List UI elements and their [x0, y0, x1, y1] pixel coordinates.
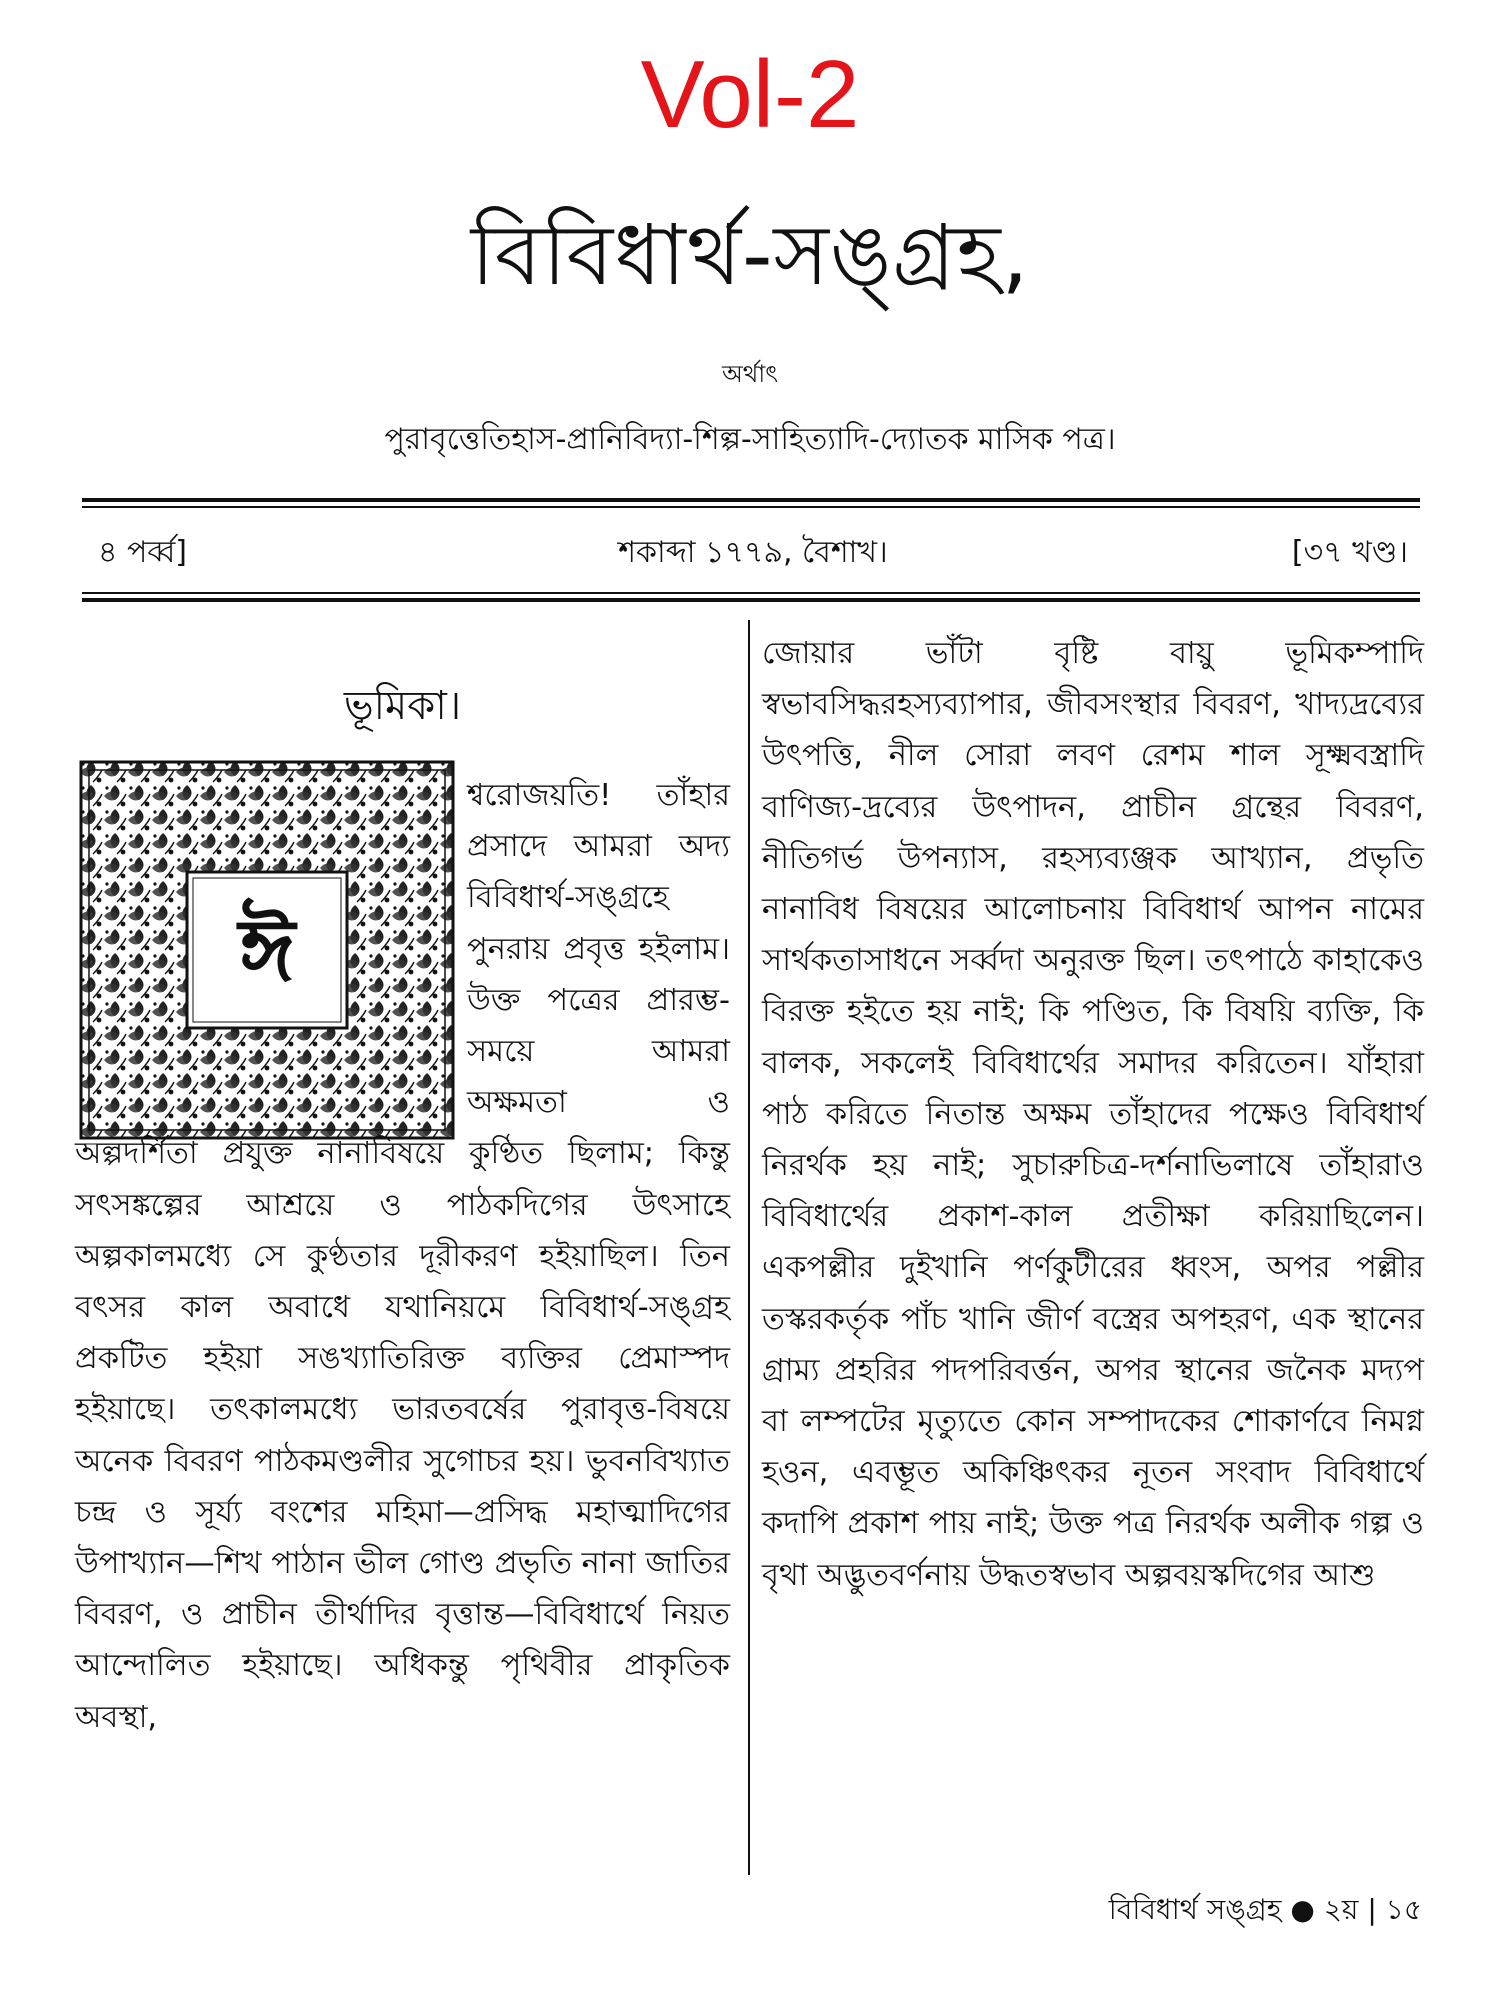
masthead-parva: ৪ পর্ব্ব]	[98, 535, 188, 570]
masthead-bottom-rule	[82, 598, 1420, 602]
masthead	[98, 528, 1408, 578]
column-divider	[748, 620, 750, 1875]
journal-subtitle: পুরাবৃত্তেতিহাস-প্রানিবিদ্যা-শিল্প-সাহিত্যাদি-দ্যোতক মাসিক পত্র।	[384, 422, 1116, 457]
left-column-body: শ্বরোজয়তি! তাঁহার প্রসাদে আমরা অদ্য বিবিধার্থ-সঙ্গ্রহে পুনরায় প্রবৃত্ত হইলাম। উক্ত পত্রের প্রারম্ভ-সময়ে আমরা অক্ষমতা ও অল্পদর্শিতা প্রযুক্ত নানাবিষয়ে কুণ্ঠিত ছিলাম; কিন্তু সৎসঙ্কল্পের আশ্রয়ে ও পাঠকদিগের উৎসাহে অল্পকালমধ্যে সে কুণ্ঠতার দূরীকরণ হইয়াছিল। তিন বৎসর কাল অবাধে যথানিয়মে বিবিধার্থ-সঙ্গ্রহ প্রকটিত হইয়া সঙখ্যাতিরিক্ত ব্যক্তির প্রেমাস্পদ হইয়াছে। তৎকালমধ্যে ভারতবর্ষের পুরাবৃত্ত-বিষয়ে অনেক বিবরণ পাঠকমণ্ডলীর সুগোচর হয়। ভুবনবিখ্যাত চন্দ্র ও সূর্য্য বংশের মহিমা—প্রসিদ্ধ মহাত্মাদিগের উপাখ্যান—শিখ পাঠান ভীল গোণ্ড প্রভৃতি নানা জাতির বিবরণ, ও প্রাচীন তীর্থাদির বৃত্তান্ত—বিবিধার্থে নিয়ত আন্দোলিত হইয়াছে। অধিকন্তু পৃথিবীর প্রাকৃতিক অবস্থা,	[75, 778, 730, 1735]
article-heading: ভূমিকা।	[343, 683, 462, 729]
subtitle-connector: অর্থাৎ	[721, 360, 779, 388]
masthead-top-rule-thin	[82, 506, 1420, 508]
masthead-bottom-rule-thin	[82, 592, 1420, 594]
right-column-text: জোয়ার ভাঁটা বৃষ্টি বায়ু ভূমিকম্পাদি স্বভাবসিদ্ধরহস্যব্যাপার, জীবসংস্থার বিবরণ, খাদ্যদ্রব্যের উৎপত্তি, নীল সোরা লবণ রেশম শাল সূক্ষ্মবস্ত্রাদি বাণিজ্য-দ্রব্যের উৎপাদন, প্রাচীন গ্রন্থের বিবরণ, নীতিগর্ভ উপন্যাস, রহস্যব্যঞ্জক আখ্যান, প্রভৃতি নানাবিধ বিষয়ের আলোচনায় বিবিধার্থ আপন নামের সার্থকতাসাধনে সর্ব্বদা অনুরক্ত ছিল। তৎপাঠে কাহাকেও বিরক্ত হইতে হয় নাই; কি পণ্ডিত, কি বিষয়ি ব্যক্তি, কি বালক, সকলেই বিবিধার্থের সমাদর করিতেন। যাঁহারা পাঠ করিতে নিতান্ত অক্ষম তাঁহাদের পক্ষেও বিবিধার্থ নিরর্থক হয় নাই; সুচারুচিত্র-দর্শনাভিলাষে তাঁহারাও বিবিধার্থের প্রকাশ-কাল প্রতীক্ষা করিয়াছিলেন। একপল্লীর দুইখানি পর্ণকুটীরের ধ্বংস, অপর পল্লীর তস্করকর্তৃক পাঁচ খানি জীর্ণ বস্ত্রের অপহরণ, এক স্থানের গ্রাম্য প্রহরির পদপরিবর্ত্তন, অপর স্থানের জনৈক মদ্যপ বা লম্পটের মৃত্যুতে কোন সম্পাদকের শোকার্ণবে নিমগ্ন হওন, এবম্ভূত অকিঞ্চিৎকর নূতন সংবাদ বিবিধার্থে কদাপি প্রকাশ পায় নাই; উক্ত পত্র নিরর্থক অলীক গল্প ও বৃথা অদ্ভুতবর্ণনায় উদ্ধতস্বভাব অল্পবয়স্কদিগের আশু	[762, 636, 1424, 1593]
masthead-date: শকাব্দা ১৭৭৯, বৈশাখ।	[618, 535, 888, 570]
page-footer: বিবিধার্থ সঙ্গ্রহ ● ২য় | ১৫	[1108, 1893, 1422, 1926]
masthead-top-rule	[82, 498, 1420, 502]
dropcap-letter: ঈ	[238, 901, 296, 1001]
left-column-text	[75, 770, 730, 1743]
masthead-khanda: [৩৭ খণ্ড।	[1291, 535, 1408, 570]
right-column	[762, 628, 1424, 1601]
volume-label: Vol-2	[640, 41, 860, 148]
journal-title: বিবিধার্থ-সঙ্গ্রহ,	[470, 206, 1030, 304]
